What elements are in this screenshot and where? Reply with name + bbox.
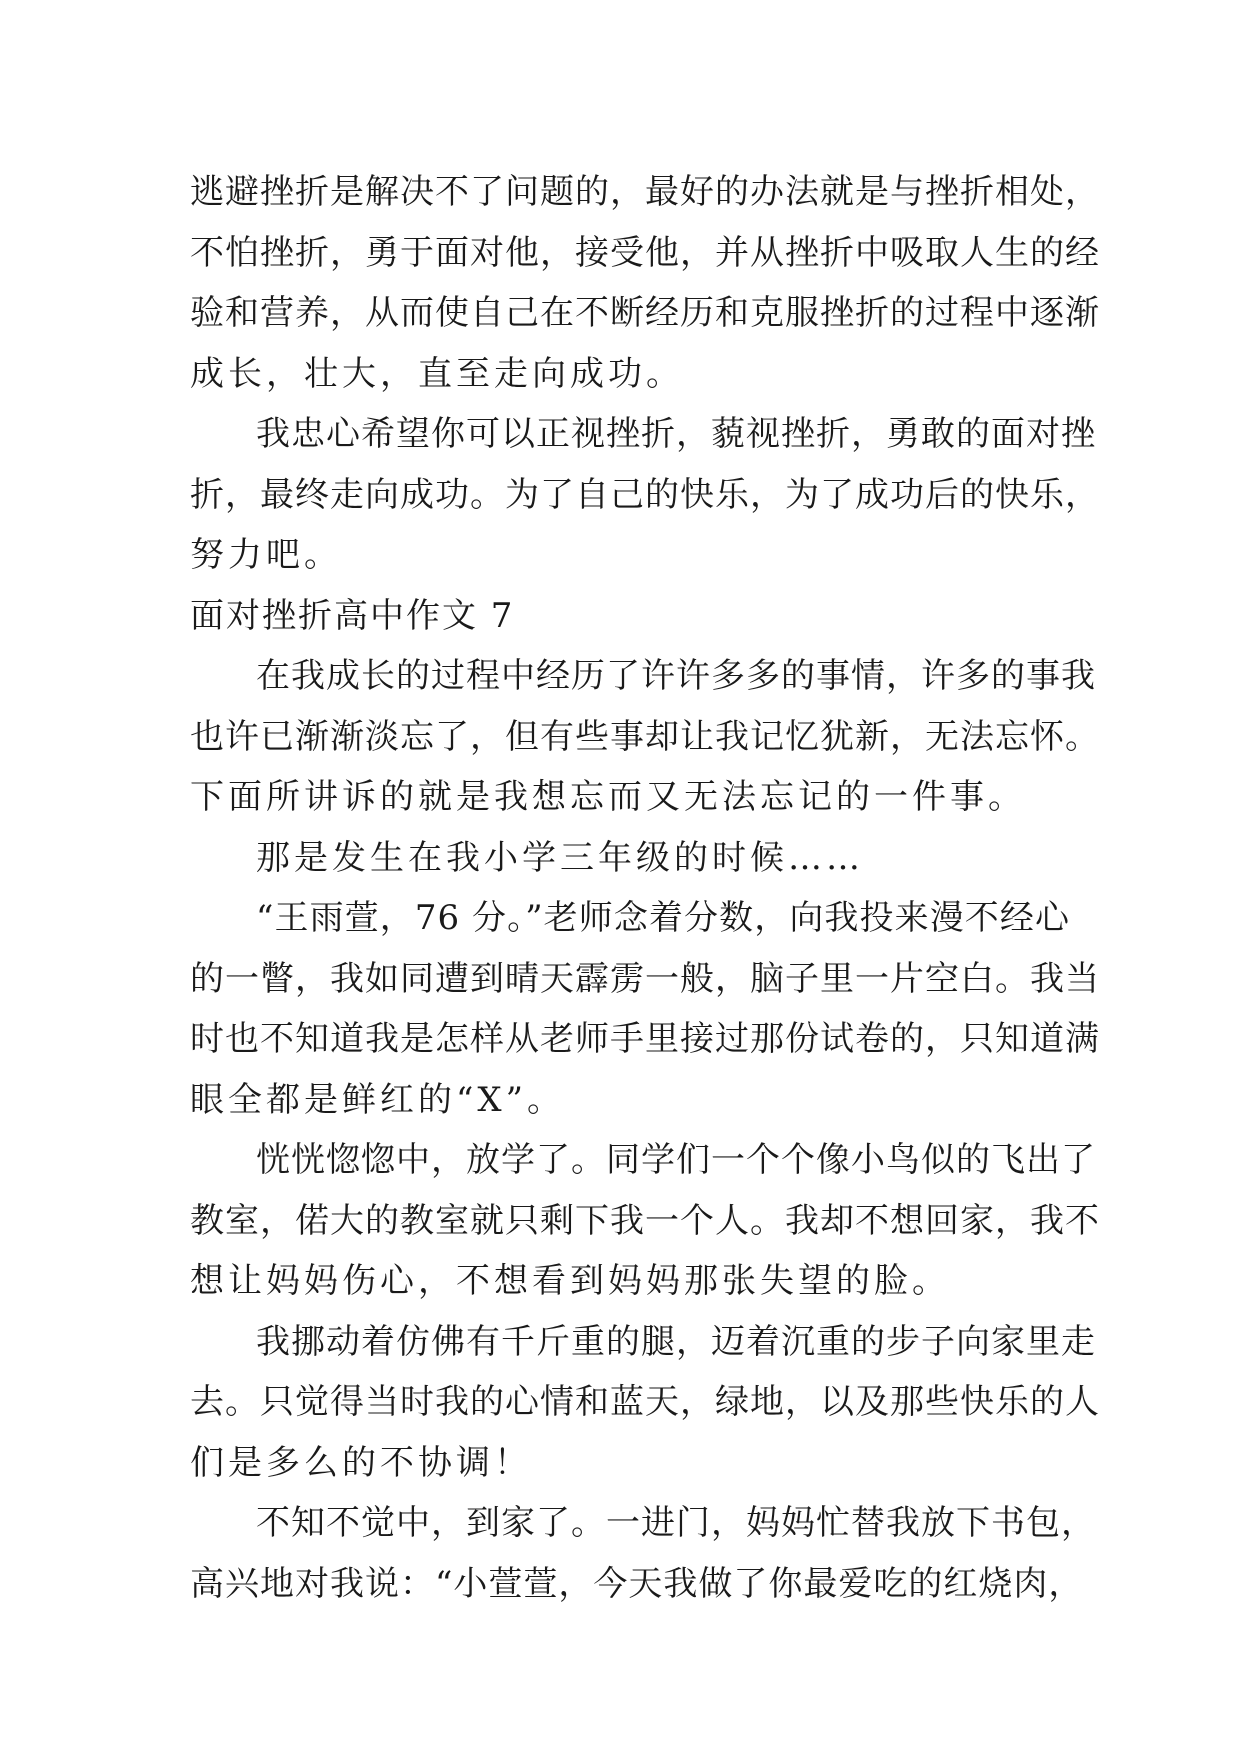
text-line: 我挪动着仿佛有千斤重的腿，迈着沉重的步子向家里走 bbox=[256, 1321, 1096, 1362]
text-line: 想让妈妈伤心，不想看到妈妈那张失望的脸。 bbox=[190, 1261, 950, 1301]
text-line: 不怕挫折，勇于面对他，接受他，并从挫折中吸取人生的经 bbox=[190, 232, 1100, 273]
text-line: 成长，壮大，直至走向成功。 bbox=[190, 353, 684, 394]
text-line: 教室，偌大的教室就只剩下我一个人。我却不想回家，我不 bbox=[190, 1200, 1100, 1241]
text-line: 不知不觉中，到家了。一进门，妈妈忙替我放下书包， bbox=[256, 1503, 1096, 1543]
text-line: 的一瞥，我如同遭到晴天霹雳一般，脑子里一片空白。我当 bbox=[190, 958, 1100, 999]
text-line: 高兴地对我说：“小萱萱，今天我做了你最爱吃的红烧肉， bbox=[190, 1563, 1084, 1604]
text-line: 那是发生在我小学三年级的时候…… bbox=[256, 837, 864, 878]
text-line: 眼全都是鲜红的“X”。 bbox=[190, 1079, 565, 1120]
text-line: 们是多么的不协调！ bbox=[190, 1442, 532, 1483]
section-heading: 面对挫折高中作文 7 bbox=[190, 595, 515, 636]
text-line: 时也不知道我是怎样从老师手里接过那份试卷的，只知道满 bbox=[190, 1019, 1100, 1059]
text-line: 我忠心希望你可以正视挫折，藐视挫折，勇敢的面对挫 bbox=[256, 414, 1096, 454]
text-line: “王雨萱，76 分。”老师念着分数，向我投来漫不经心 bbox=[256, 898, 1070, 938]
document-body bbox=[190, 162, 1100, 1614]
text-line: 逃避挫折是解决不了问题的，最好的办法就是与挫折相处， bbox=[190, 172, 1100, 212]
text-line: 去。只觉得当时我的心情和蓝天，绿地，以及那些快乐的人 bbox=[190, 1382, 1100, 1422]
text-line: 努力吧。 bbox=[190, 535, 342, 575]
text-line: 折，最终走向成功。为了自己的快乐，为了成功后的快乐， bbox=[190, 474, 1100, 515]
text-line: 在我成长的过程中经历了许许多多的事情，许多的事我 bbox=[256, 656, 1096, 696]
text-line: 也许已渐渐淡忘了，但有些事却让我记忆犹新，无法忘怀。 bbox=[190, 716, 1100, 757]
text-line: 验和营养，从而使自己在不断经历和克服挫折的过程中逐渐 bbox=[190, 293, 1100, 333]
text-line: 下面所讲诉的就是我想忘而又无法忘记的一件事。 bbox=[190, 777, 1026, 817]
text-line: 恍恍惚惚中，放学了。同学们一个个像小鸟似的飞出了 bbox=[256, 1140, 1096, 1180]
